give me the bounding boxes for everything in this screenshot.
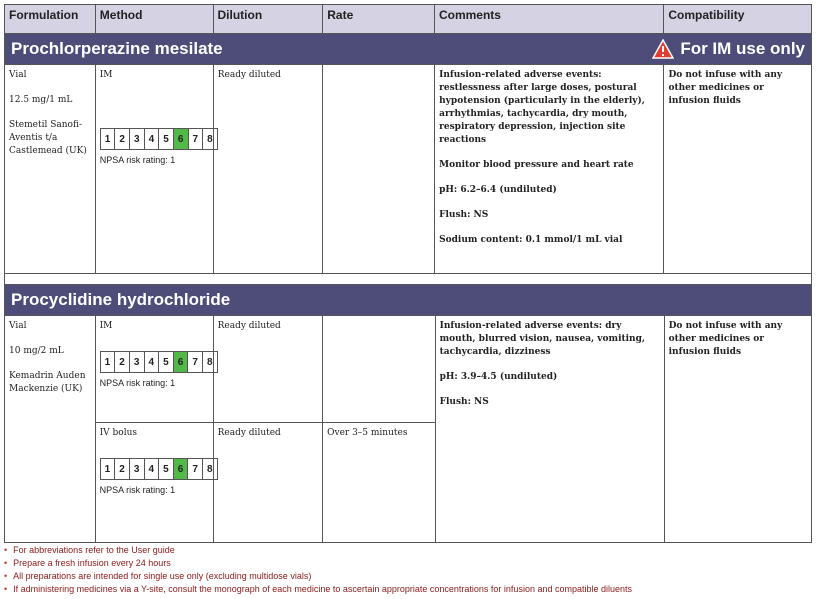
warning-icon (652, 39, 674, 59)
comment-ph: pH: 3.9–4.5 (undiluted) (439, 372, 558, 382)
npsa-scale-cell: 2 (115, 129, 130, 149)
comment-adverse-events: Infusion-related adverse events: restlessness after large doses, postural hypotension (particularly in the elderly), arrhythmias, tachycardia, dry mouth, respiratory depression, injection site reactions (439, 70, 645, 145)
footnote-item (4, 557, 632, 570)
npsa-rating: NPSA risk rating: 1 (99, 378, 176, 388)
method-text: IM (99, 321, 113, 331)
footnote-item (4, 544, 632, 557)
monograph-table (4, 4, 812, 543)
rate-cell (323, 65, 435, 273)
npsa-scale-cell: 8 (207, 133, 213, 145)
formulation-strength: 12.5 mg/1 mL (9, 95, 73, 105)
method-text: IM (99, 70, 113, 80)
compatibility-cell: Do not infuse with any other medicines or infusion fluids (668, 321, 783, 357)
npsa-scale-cell: 8 (207, 463, 213, 475)
method-cell (96, 65, 214, 273)
drug-banner (5, 34, 811, 65)
comment-ph: pH: 6.2–6.4 (undiluted) (439, 185, 557, 195)
npsa-scale-cell: 2 (115, 459, 130, 479)
drug-name: Procyclidine hydrochloride (11, 290, 231, 309)
method-row-iv (96, 423, 435, 542)
formulation-brand: Stemetil Sanofi-Aventis t/a Castlemead (UK) (9, 120, 87, 156)
comments-cell (436, 316, 665, 542)
npsa-scale (100, 351, 218, 373)
header-formulation: Formulation (5, 5, 96, 33)
method-row-im (96, 316, 435, 423)
npsa-scale (100, 128, 218, 150)
formulation-cell (5, 65, 96, 273)
warning-text: For IM use only (680, 39, 805, 58)
comment-flush: Flush: NS (439, 210, 489, 220)
bullet-icon: • (4, 558, 8, 568)
npsa-scale-cell: 8 (207, 356, 213, 368)
npsa-scale-cell: 5 (159, 459, 174, 479)
table-header (5, 5, 811, 34)
drug-row (5, 65, 811, 273)
npsa-scale (100, 458, 218, 480)
header-compatibility: Compatibility (668, 8, 745, 22)
footnote-text: For abbreviations refer to the User guide (13, 545, 175, 555)
formulation-type: Vial (9, 70, 27, 80)
method-text: IV bolus (99, 428, 138, 438)
npsa-scale-cell: 4 (145, 459, 160, 479)
footnote-item (4, 570, 632, 583)
npsa-scale-cell: 6 (174, 129, 189, 149)
method-cell (96, 316, 214, 422)
header-dilution: Dilution (214, 5, 324, 33)
bullet-icon: • (4, 545, 8, 555)
rate-cell (323, 316, 435, 422)
npsa-scale-cell: 4 (145, 352, 160, 372)
comment-sodium: Sodium content: 0.1 mmol/1 mL vial (439, 235, 623, 245)
formulation-brand: Kemadrin Auden Mackenzie (UK) (9, 371, 86, 394)
npsa-scale-cell: 7 (189, 129, 204, 149)
comment-monitor: Monitor blood pressure and heart rate (439, 160, 634, 170)
npsa-scale-cell: 7 (188, 459, 203, 479)
npsa-scale-cell: 6 (174, 459, 189, 479)
npsa-rating: NPSA risk rating: 1 (99, 155, 176, 165)
bullet-icon: • (4, 584, 8, 594)
rate-cell: Over 3–5 minutes (327, 428, 408, 438)
npsa-scale-cell: 1 (101, 129, 116, 149)
header-rate: Rate (323, 5, 435, 33)
footnotes (4, 544, 632, 596)
drug-banner (5, 285, 811, 316)
footnote-item (4, 583, 632, 596)
npsa-scale-cell: 3 (130, 459, 145, 479)
npsa-scale-cell: 5 (159, 129, 174, 149)
dilution-cell: Ready diluted (214, 65, 324, 273)
method-group (96, 316, 436, 542)
comment-flush: Flush: NS (439, 397, 489, 407)
dilution-cell: Ready diluted (214, 316, 324, 422)
npsa-scale-cell: 1 (101, 352, 116, 372)
comments-cell (435, 65, 664, 273)
header-method: Method (96, 5, 214, 33)
npsa-scale-cell: 3 (130, 352, 145, 372)
npsa-scale-cell: 1 (101, 459, 116, 479)
footnote-text: All preparations are intended for single use only (excluding multidose vials) (13, 571, 312, 581)
method-cell (96, 423, 214, 542)
bullet-icon: • (4, 571, 8, 581)
footnote-text: If administering medicines via a Y-site, consult the monograph of each medicine to ascertain appropriate concentrations for infusion and compatible diluents (13, 584, 633, 594)
npsa-rating: NPSA risk rating: 1 (99, 485, 176, 495)
drug-name: Prochlorperazine mesilate (11, 39, 223, 58)
npsa-scale-cell: 2 (115, 352, 130, 372)
formulation-strength: 10 mg/2 mL (9, 346, 64, 356)
dilution-cell: Ready diluted (214, 423, 324, 542)
section-gap (5, 273, 811, 285)
formulation-type: Vial (9, 321, 27, 331)
drug-row (5, 316, 811, 542)
footnote-text: Prepare a fresh infusion every 24 hours (13, 558, 171, 568)
comment-adverse-events: Infusion-related adverse events: dry mouth, blurred vision, nausea, vomiting, tachycardia, dizziness (439, 321, 646, 357)
npsa-scale-cell: 4 (145, 129, 160, 149)
npsa-scale-cell: 6 (174, 352, 189, 372)
npsa-scale-cell: 7 (188, 352, 203, 372)
compatibility-cell: Do not infuse with any other medicines or infusion fluids (668, 70, 783, 106)
header-comments: Comments (435, 5, 664, 33)
warning-note (652, 39, 805, 59)
npsa-scale-cell: 5 (159, 352, 174, 372)
npsa-scale-cell: 3 (130, 129, 145, 149)
formulation-cell (5, 316, 96, 542)
